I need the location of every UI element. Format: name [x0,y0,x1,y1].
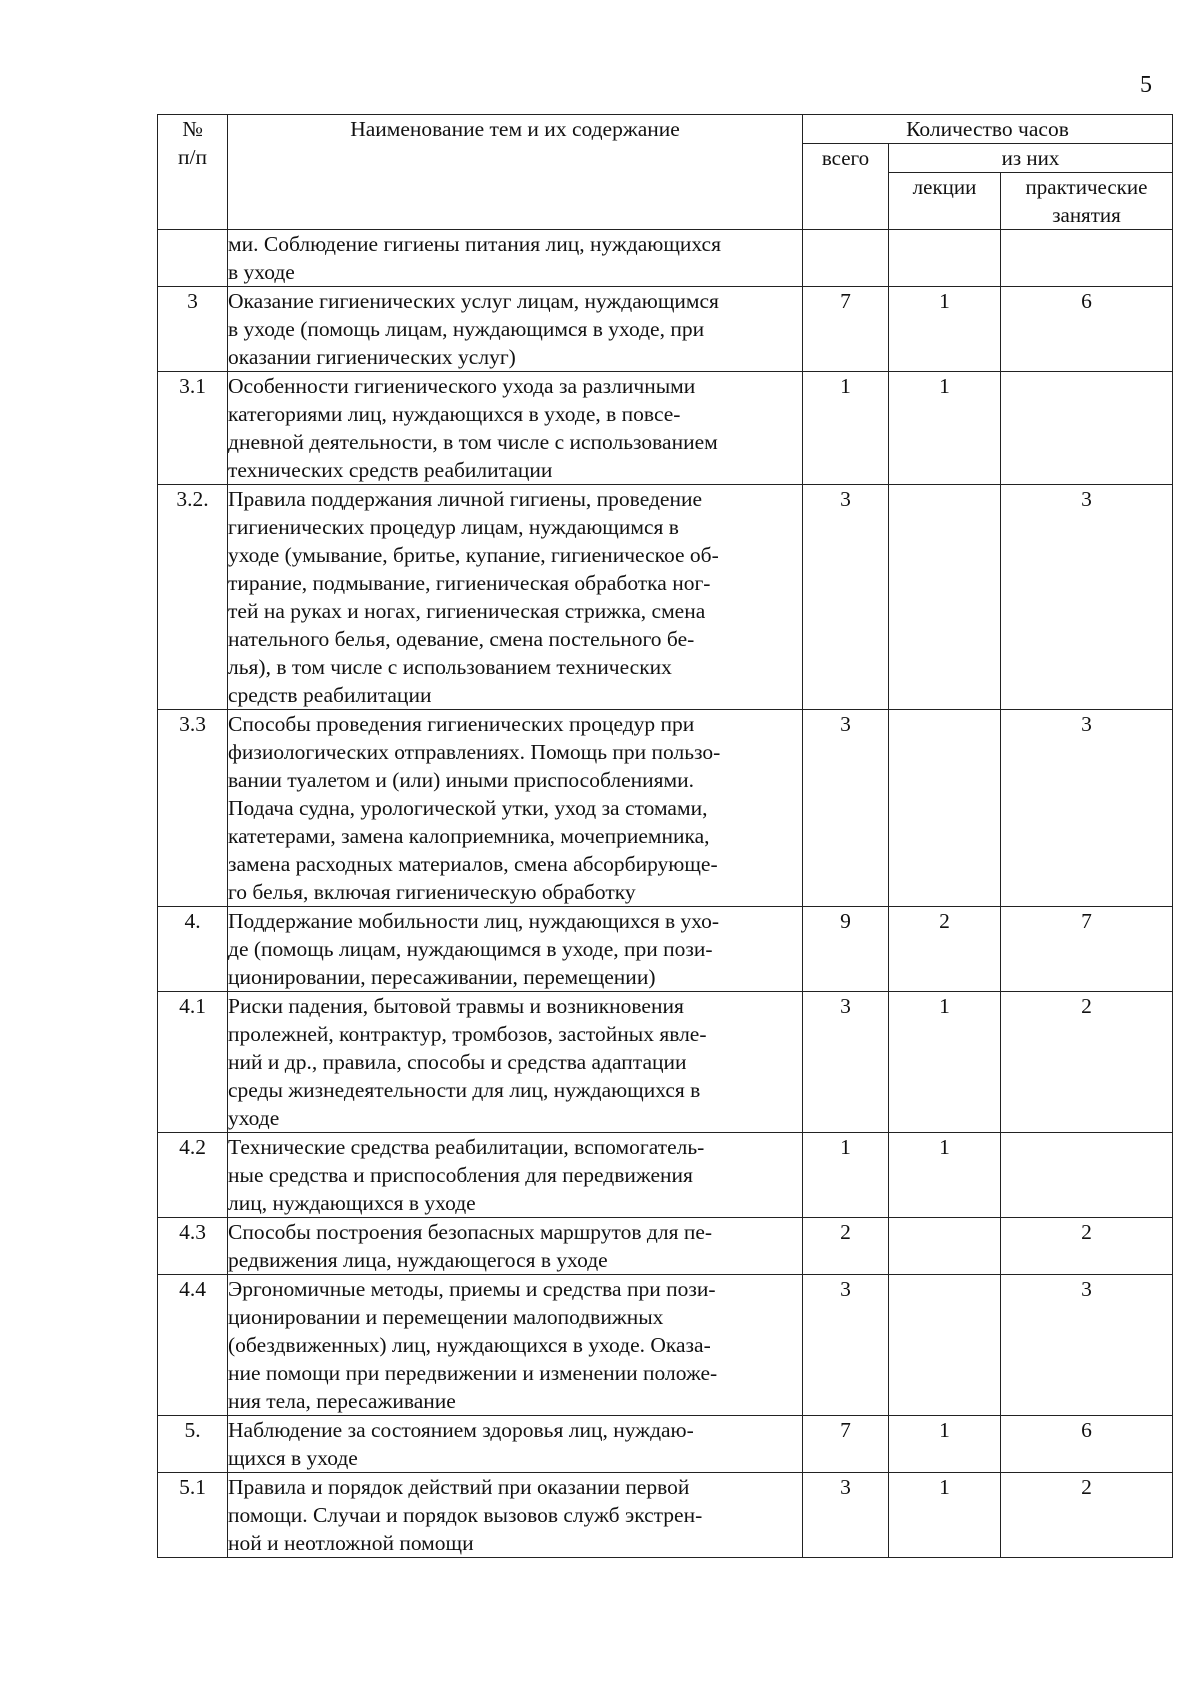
row-number: 4.3 [158,1218,228,1275]
topic-line: Правила поддержания личной гигиены, проведение [228,487,703,511]
table-row [158,287,1173,372]
row-total-hours: 2 [803,1218,889,1275]
table-row [158,992,1173,1133]
row-number: 3 [158,287,228,372]
row-topic [228,710,803,907]
row-practice-hours: 3 [1001,485,1173,710]
row-total-hours: 7 [803,1416,889,1473]
row-practice-hours: 6 [1001,287,1173,372]
row-total-hours: 1 [803,372,889,485]
table-row [158,1218,1173,1275]
topic-line: физиологических отправлениях. Помощь при пользо- [228,740,721,764]
topic-line: пролежней, контрактур, тромбозов, застойных явле- [228,1022,707,1046]
topic-line: в уходе (помощь лицам, нуждающимся в уходе, при [228,317,705,341]
curriculum-table [157,114,1173,1558]
row-practice-hours: 3 [1001,1275,1173,1416]
row-total-hours: 3 [803,1473,889,1558]
table-row [158,1416,1173,1473]
row-lecture-hours [889,1218,1001,1275]
topic-line: Риски падения, бытовой травмы и возникновения [228,994,684,1018]
topic-line: ционировании и перемещении малоподвижных [228,1305,664,1329]
row-total-hours: 9 [803,907,889,992]
row-topic [228,907,803,992]
row-topic [228,287,803,372]
row-lecture-hours: 1 [889,1473,1001,1558]
header-number [158,115,228,230]
row-total-hours: 7 [803,287,889,372]
row-number: 4.4 [158,1275,228,1416]
row-practice-hours [1001,372,1173,485]
topic-line: катетерами, замена калоприемника, мочеприемника, [228,824,710,848]
row-number: 4.2 [158,1133,228,1218]
row-total-hours: 3 [803,1275,889,1416]
row-lecture-hours: 1 [889,1416,1001,1473]
topic-line: среды жизнедеятельности для лиц, нуждающихся в [228,1078,701,1102]
topic-line: ные средства и приспособления для передвижения [228,1163,693,1187]
row-total-hours: 1 [803,1133,889,1218]
header-lectures: лекции [889,173,1001,230]
row-number: 5. [158,1416,228,1473]
topic-line: Оказание гигиенических услуг лицам, нуждающимся [228,289,719,313]
topic-line: редвижения лица, нуждающегося в уходе [228,1248,608,1272]
topic-line: ной и неотложной помощи [228,1531,474,1555]
table-row [158,907,1173,992]
topic-line: Наблюдение за состоянием здоровья лиц, нуждаю- [228,1418,694,1442]
row-practice-hours [1001,230,1173,287]
header-number-line2: п/п [178,145,207,169]
table-row [158,485,1173,710]
row-number: 3.2. [158,485,228,710]
table-row [158,1275,1173,1416]
topic-line: уходе [228,1106,280,1130]
row-number: 3.1 [158,372,228,485]
topic-line: щихся в уходе [228,1446,358,1470]
row-number [158,230,228,287]
topic-line: ний и др., правила, способы и средства адаптации [228,1050,687,1074]
topic-line: помощи. Случаи и порядок вызовов служб экстрен- [228,1503,703,1527]
topic-line: дневной деятельности, в том числе с использованием [228,430,718,454]
topic-line: де (помощь лицам, нуждающимся в уходе, при пози- [228,937,713,961]
topic-line: Технические средства реабилитации, вспомогатель- [228,1135,705,1159]
topic-line: (обездвиженных) лиц, нуждающихся в уходе. Оказа- [228,1333,711,1357]
row-topic [228,230,803,287]
row-lecture-hours: 2 [889,907,1001,992]
topic-line: категориями лиц, нуждающихся в уходе, в повсе- [228,402,681,426]
page-number: 5 [1140,72,1152,98]
row-practice-hours: 2 [1001,992,1173,1133]
row-total-hours [803,230,889,287]
table-row [158,710,1173,907]
topic-line: Способы построения безопасных маршрутов для пе- [228,1220,713,1244]
topic-line: замена расходных материалов, смена абсорбирующе- [228,852,718,876]
row-number: 4.1 [158,992,228,1133]
topic-line: ния тела, пересаживание [228,1389,456,1413]
topic-line: Правила и порядок действий при оказании первой [228,1475,690,1499]
row-total-hours: 3 [803,992,889,1133]
topic-line: Поддержание мобильности лиц, нуждающихся в ухо- [228,909,720,933]
header-practice-line1: практические [1025,175,1148,199]
topic-line: средств реабилитации [228,683,432,707]
row-lecture-hours [889,1275,1001,1416]
row-lecture-hours: 1 [889,287,1001,372]
row-lecture-hours [889,710,1001,907]
topic-line: Эргономичные методы, приемы и средства при пози- [228,1277,716,1301]
row-total-hours: 3 [803,710,889,907]
row-number: 4. [158,907,228,992]
topic-line: лья), в том числе с использованием технических [228,655,672,679]
topic-line: гигиенических процедур лицам, нуждающимся в [228,515,679,539]
topic-line: лиц, нуждающихся в уходе [228,1191,476,1215]
row-topic [228,1473,803,1558]
row-lecture-hours: 1 [889,372,1001,485]
topic-line: тей на руках и ногах, гигиеническая стрижка, смена [228,599,706,623]
row-practice-hours: 3 [1001,710,1173,907]
topic-line: Способы проведения гигиенических процедур при [228,712,695,736]
row-topic [228,1218,803,1275]
topic-line: вании туалетом и (или) иными приспособлениями. [228,768,695,792]
row-practice-hours: 7 [1001,907,1173,992]
topic-line: Особенности гигиенического ухода за различными [228,374,696,398]
topic-line: ционировании, пересаживании, перемещении) [228,965,656,989]
row-lecture-hours [889,485,1001,710]
row-topic [228,485,803,710]
row-number: 3.3 [158,710,228,907]
row-topic [228,1275,803,1416]
header-hours: Количество часов [803,115,1173,144]
topic-line: уходе (умывание, бритье, купание, гигиеническое об- [228,543,719,567]
header-total: всего [803,144,889,230]
row-practice-hours: 6 [1001,1416,1173,1473]
topic-line: го белья, включая гигиеническую обработку [228,880,636,904]
row-practice-hours: 2 [1001,1218,1173,1275]
row-topic [228,1133,803,1218]
row-number: 5.1 [158,1473,228,1558]
table-row [158,1473,1173,1558]
topic-line: технических средств реабилитации [228,458,553,482]
row-lecture-hours: 1 [889,992,1001,1133]
topic-line: оказании гигиенических услуг) [228,345,516,369]
header-of-them: из них [889,144,1173,173]
topic-line: Подача судна, урологической утки, уход за стомами, [228,796,708,820]
row-topic [228,992,803,1133]
header-topic-name: Наименование тем и их содержание [228,115,803,230]
topic-line: в уходе [228,260,295,284]
table-row [158,372,1173,485]
table-row [158,230,1173,287]
row-practice-hours [1001,1133,1173,1218]
header-number-line1: № [182,117,203,141]
row-total-hours: 3 [803,485,889,710]
topic-line: ми. Соблюдение гигиены питания лиц, нуждающихся [228,232,721,256]
topic-line: тирание, подмывание, гигиеническая обработка ног- [228,571,711,595]
row-topic [228,372,803,485]
table-body [158,230,1173,1558]
topic-line: ние помощи при передвижении и изменении положе- [228,1361,718,1385]
row-topic [228,1416,803,1473]
row-lecture-hours: 1 [889,1133,1001,1218]
topic-line: нательного белья, одевание, смена постельного бе- [228,627,695,651]
table-row [158,1133,1173,1218]
table-header [158,115,1173,230]
row-practice-hours: 2 [1001,1473,1173,1558]
header-practice [1001,173,1173,230]
header-practice-line2: занятия [1052,203,1121,227]
row-lecture-hours [889,230,1001,287]
